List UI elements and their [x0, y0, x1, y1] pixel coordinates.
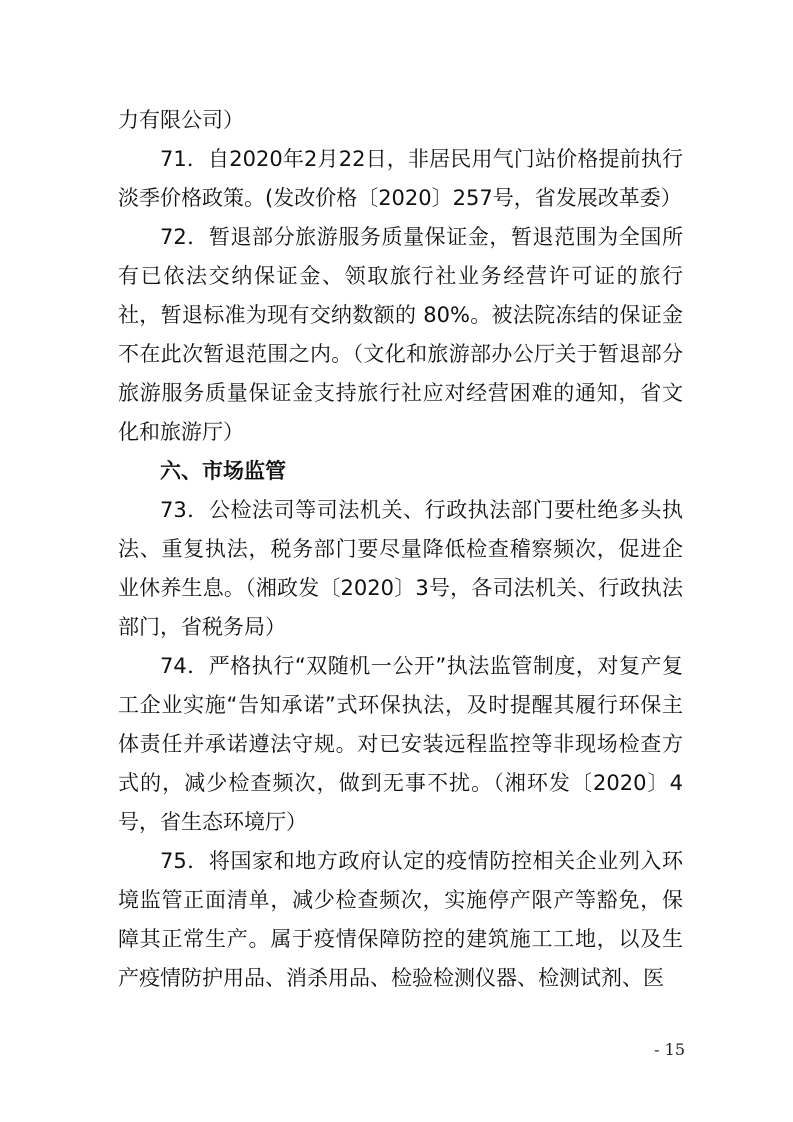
section-heading: 六、市场监管: [160, 459, 286, 483]
paragraph-continuation: 力有限公司）: [118, 108, 244, 132]
paragraph-item-74: 74．严格执行“双随机一公开”执法监管制度，对复产复工企业实施“告知承诺”式环保执法，及时提醒其履行环保主体责任并承诺遵法守规。对已安装远程监控等非现场检查方式的，减少检查频次，做到无事不扰。（湘环发〔2020〕4号，省生态环境厅）: [118, 654, 683, 834]
paragraph-item-75: 75．将国家和地方政府认定的疫情防控相关企业列入环境监管正面清单，减少检查频次，实施停产限产等豁免，保障其正常生产。属于疫情保障防控的建筑施工工地，以及生产疫情防护用品、消杀用品、检验检测仪器、检测试剂、医: [118, 849, 683, 990]
paragraph-item-72: 72．暂退部分旅游服务质量保证金，暂退范围为全国所有已依法交纳保证金、领取旅行社业务经营许可证的旅行社，暂退标准为现有交纳数额的 80%。被法院冻结的保证金不在此次暂退范围之内。（文化和旅游部办公厅关于暂退部分旅游服务质量保证金支持旅行社应对经营困难的通知，省文化和旅游厅）: [118, 225, 683, 444]
paragraph-item-73: 73．公检法司等司法机关、行政执法部门要杜绝多头执法、重复执法，税务部门要尽量降低检查稽察频次，促进企业休养生息。（湘政发〔2020〕3号，各司法机关、行政执法部门，省税务局）: [118, 498, 683, 639]
paragraph-item-71: 71．自2020年2月22日，非居民用气门站价格提前执行淡季价格政策。(发改价格〔2020〕257号，省发展改革委）: [118, 147, 683, 210]
page-number: - 15: [654, 1040, 685, 1059]
document-body: [118, 101, 683, 998]
